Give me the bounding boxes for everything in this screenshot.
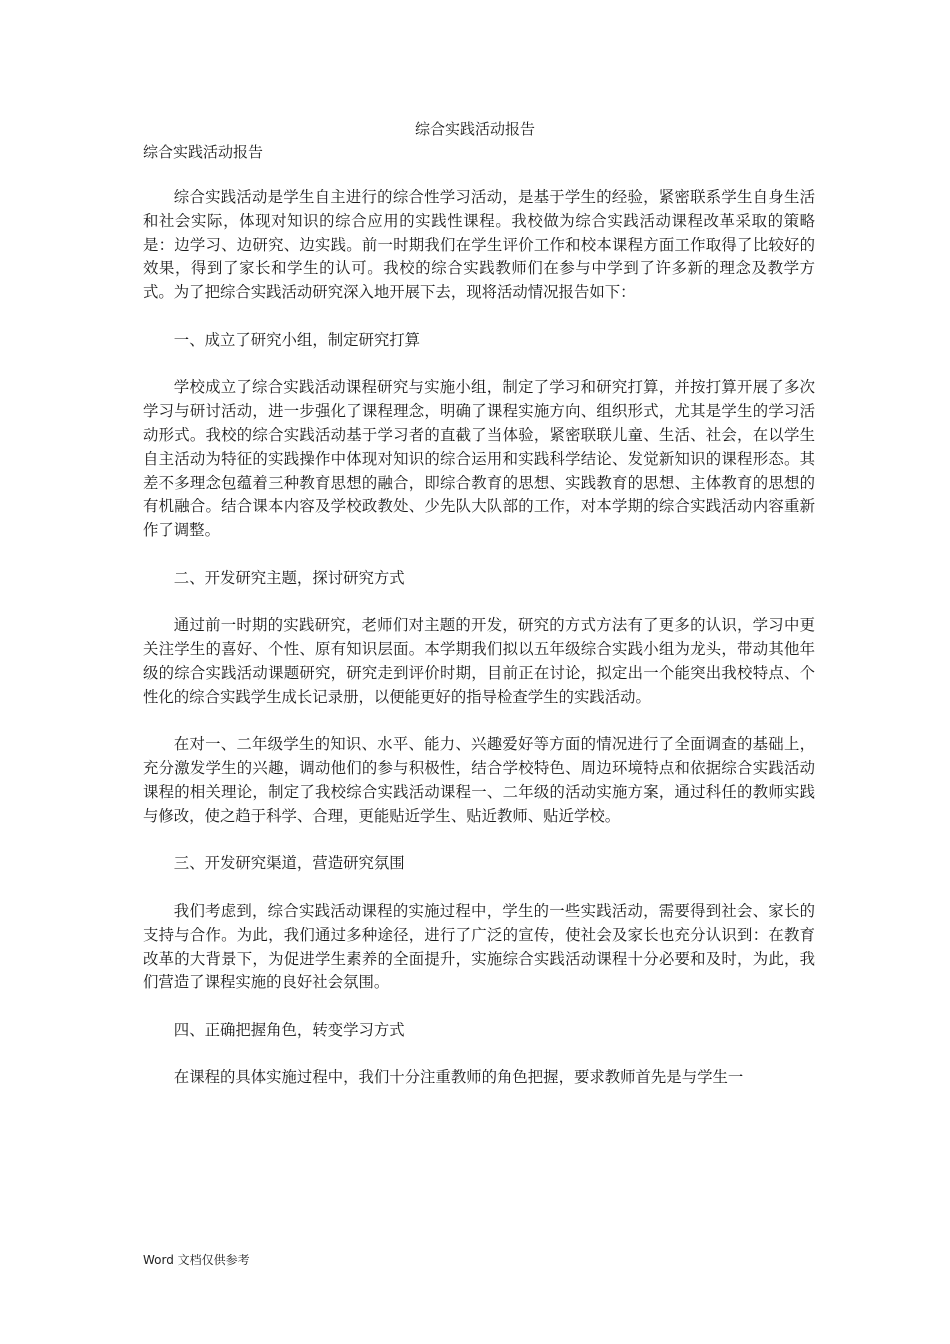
document-title: 综合实践活动报告 — [414, 120, 535, 138]
document-body — [143, 186, 815, 1114]
section-heading-4: 四、正确把握角色，转变学习方式 — [173, 1020, 405, 1039]
section-heading-1: 一、成立了研究小组，制定研究打算 — [173, 330, 421, 349]
document-subtitle: 综合实践活动报告 — [143, 143, 264, 161]
section-heading-2: 二、开发研究主题，探讨研究方式 — [173, 568, 405, 587]
page-footer: Word 文档仅供参考 — [143, 1253, 250, 1267]
paragraph-section-1: 学校成立了综合实践活动课程研究与实施小组，制定了学习和研究打算，并按打算开展了多次学习与研讨活动，进一步强化了课程理念，明确了课程实施方向、组织形式，尤其是学生的学习活动形式。我校的综合实践活动基于学习者的直截了当体验，紧密联联儿童、生活、社会，在以学生自主活动为特征的实践操作中体现对知识的综合运用和实践科学结论、发觉新知识的课程形态。其差不多理念包蕴着三种教育思想的融合，即综合教育的思想、实践教育的思想、主体教育的思想的有机融合。结合课本内容及学校政教处、少先队大队部的工作，对本学期的综合实践活动内容重新作了调整。 — [143, 378, 815, 540]
paragraph-section-3: 我们考虑到，综合实践活动课程的实施过程中，学生的一些实践活动，需要得到社会、家长的支持与合作。为此，我们通过多种途径，进行了广泛的宣传，使社会及家长也充分认识到：在教育改革的大背景下，为促进学生素养的全面提升，实施综合实践活动课程十分必要和及时，为此，我们营造了课程实施的良好社会氛围。 — [143, 901, 815, 992]
paragraph-section-2a: 通过前一时期的实践研究，老师们对主题的开发，研究的方式方法有了更多的认识，学习中更关注学生的喜好、个性、原有知识层面。本学期我们拟以五年级综合实践小组为龙头，带动其他年级的综合实践活动课题研究，研究走到评价时期，目前正在讨论，拟定出一个能突出我校特点、个性化的综合实践学生成长记录册，以便能更好的指导检查学生的实践活动。 — [143, 616, 815, 706]
section-heading-3: 三、开发研究渠道，营造研究氛围 — [173, 854, 405, 873]
paragraph-section-4: 在课程的具体实施过程中，我们十分注重教师的角色把握，要求教师首先是与学生一 — [173, 1068, 744, 1087]
paragraph-intro: 综合实践活动是学生自主进行的综合性学习活动，是基于学生的经验，紧密联系学生自身生活和社会实际，体现对知识的综合应用的实践性课程。我校做为综合实践活动课程改革采取的策略是：边学习、边研究、边实践。前一时期我们在学生评价工作和校本课程方面工作取得了比较好的效果，得到了家长和学生的认可。我校的综合实践教师们在参与中学到了许多新的理念及教学方式。为了把综合实践活动研究深入地开展下去，现将活动情况报告如下： — [143, 188, 815, 302]
paragraph-section-2b: 在对一、二年级学生的知识、水平、能力、兴趣爱好等方面的情况进行了全面调查的基础上，充分激发学生的兴趣，调动他们的参与积极性，结合学校特色、周边环境特点和依据综合实践活动课程的相关理论，制定了我校综合实践活动课程一、二年级的活动实施方案，通过科任的教师实践与修改，使之趋于科学、合理，更能贴近学生、贴近教师、贴近学校。 — [143, 735, 815, 825]
